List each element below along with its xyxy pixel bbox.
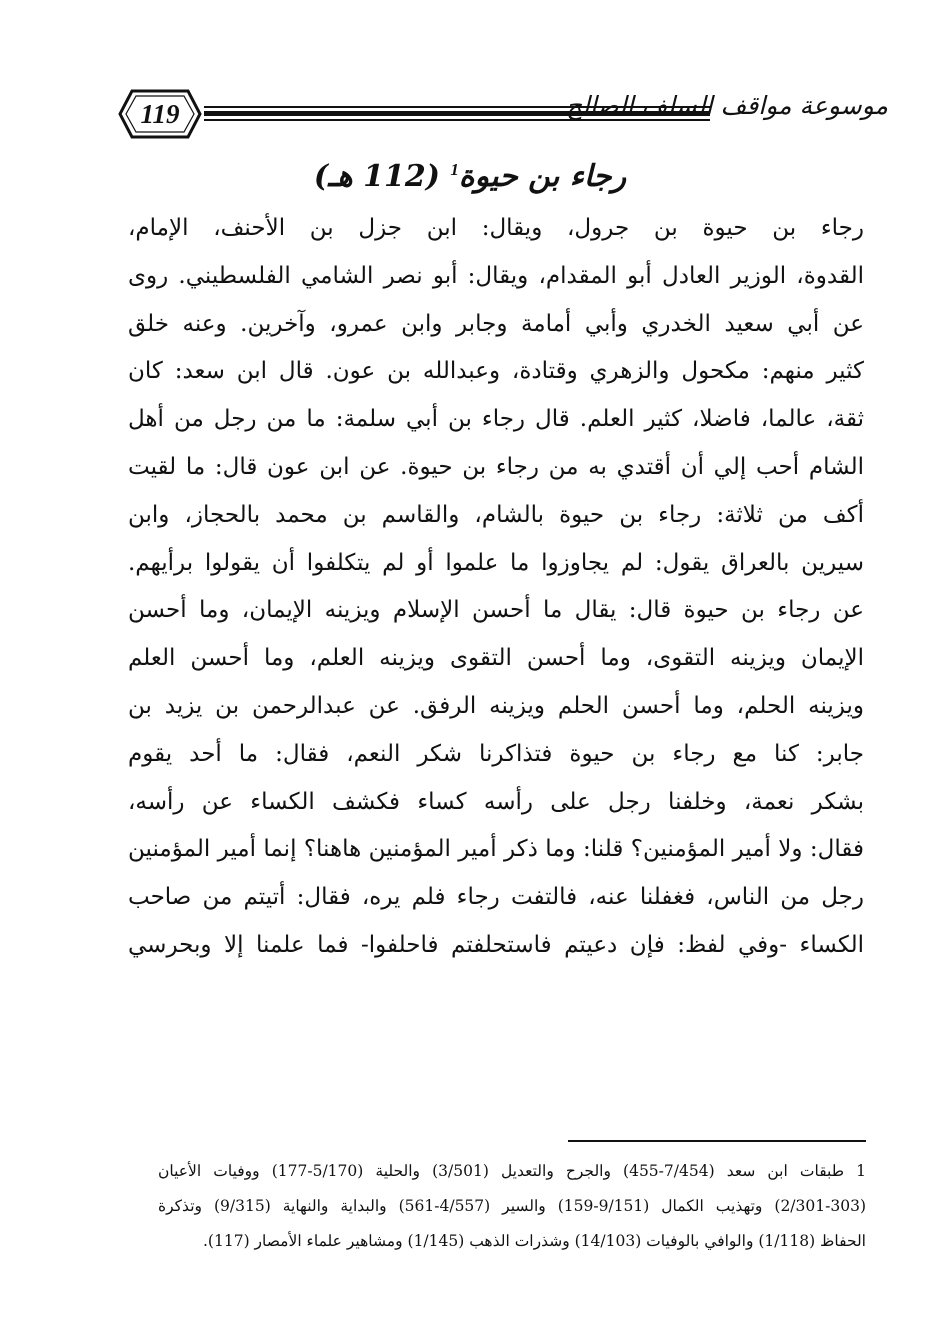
page-number-badge <box>118 88 202 140</box>
body-line: أكف من ثلاثة: رجاء بن حيوة بالشام، والقاسم بن محمد بالحجاز، وابن <box>128 501 864 528</box>
body-line: عن أبي سعيد الخدري وأبي أمامة وجابر وابن عمرو، وآخرين. وعنه خلق <box>128 310 864 337</box>
page-number: 119 <box>140 99 180 129</box>
body-line: جابر: كنا مع رجاء بن حيوة فتذاكرنا شكر النعم، فقال: ما أحد يقوم <box>128 740 864 767</box>
footnote <box>158 1154 866 1259</box>
article-title <box>250 140 690 200</box>
body-line: ويزينه الحلم، وما أحسن الحلم ويزينه الرفق. عن عبدالرحمن بن يزيد بن <box>128 692 864 719</box>
body-line: رجاء بن حيوة بن جرول، ويقال: ابن جزل بن الأحنف، الإمام، <box>128 215 864 241</box>
footnote-separator <box>568 1140 866 1142</box>
body-line: الكساء -وفي لفظ: فإن دعيتم فاستحلفتم فاحلفوا- فما علمنا إلا وبحرسي <box>128 931 864 958</box>
body-line: كثير منهم: مكحول والزهري وقتادة، وعبدالله بن عون. قال ابن سعد: كان <box>128 358 864 385</box>
footnote-line: 1 طبقات ابن سعد (7/454-455) والجرح والتعديل (3/501) والحلية (5/170-177) ووفيات الأعيان <box>158 1162 866 1180</box>
footnote-line: الحفاظ (1/118) والوافي بالوفيات (14/103) وشذرات الذهب (1/145) ومشاهير علماء الأمصار (117). <box>202 1232 866 1250</box>
body-line: القدوة، الوزير العادل أبو المقدام، ويقال: أبو نصر الشامي الفلسطيني. روى <box>128 262 864 289</box>
body-line: ثقة، عالما، فاضلا، كثير العلم. قال رجاء بن أبي سلمة: ما من رجل من أهل <box>128 406 864 433</box>
body-line: عن رجاء بن حيوة قال: يقال ما أحسن الإسلام ويزينه الإيمان، وما أحسن <box>128 597 864 624</box>
body-line: بشكر نعمة، وخلفنا رجل على رأسه كساء فكشف الكساء عن رأسه، <box>128 788 864 815</box>
body-line: سيرين بالعراق يقول: لم يجاوزوا ما علموا أو لم يتكلفوا أن يقولوا برأيهم. <box>128 549 864 576</box>
death-year: (112 هـ) <box>313 159 440 194</box>
series-title: موسوعة مواقف السلف الصالح <box>565 91 888 120</box>
body-line: فقال: ولا أمير المؤمنين؟ قلنا: وما ذكر أمير المؤمنين هاهنا؟ إنما أمير المؤمنين <box>128 836 864 863</box>
body-line: الشام أحب إلي أن أقتدي به من رجاء بن حيوة. عن ابن عون قال: ما لقيت <box>128 453 864 480</box>
page-header <box>118 70 888 150</box>
title-name: رجاء بن حيوة <box>458 159 627 194</box>
footnote-ref: 1 <box>450 160 459 179</box>
body-line: الإيمان ويزينه التقوى، وما أحسن التقوى ويزينه العلم، وما أحسن العلم <box>128 645 864 672</box>
body-text <box>128 205 864 970</box>
footnote-line: (2/301-303) وتهذيب الكمال (9/151-159) والسير (4/557-561) والبداية والنهاية (9/315) وتذكرة <box>158 1197 866 1215</box>
body-line: رجل من الناس، فغفلنا عنه، فالتفت رجاء فلم يره، فقال: أتيتم من صاحب <box>128 884 864 911</box>
